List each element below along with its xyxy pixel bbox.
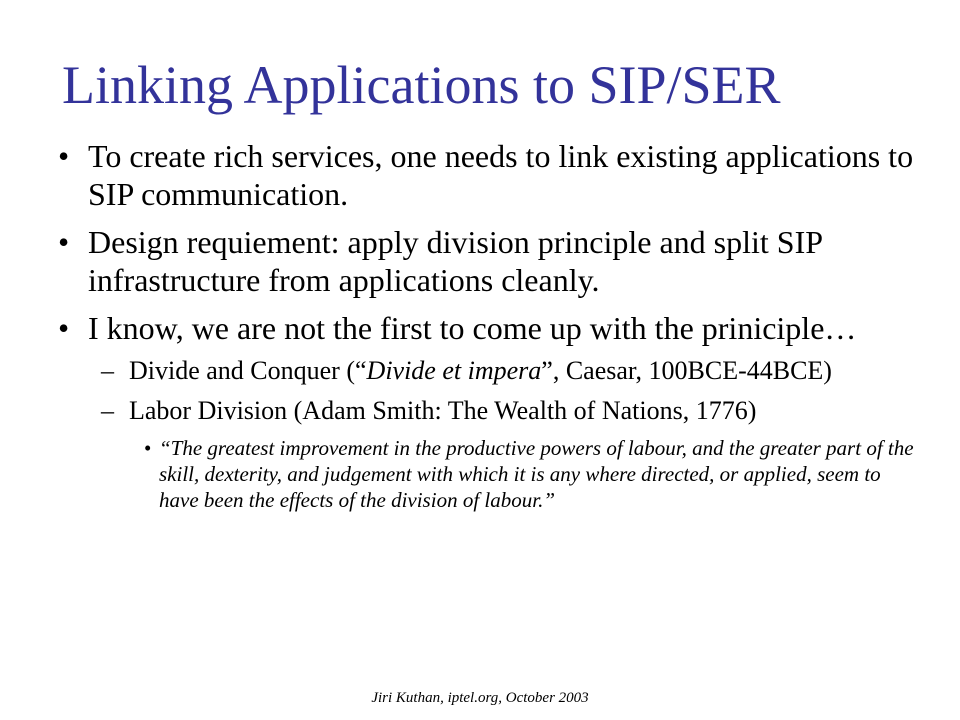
sub-bullet-marker: – xyxy=(101,356,114,385)
sub-bullet-text-before: Divide and Conquer (“ xyxy=(129,356,367,385)
slide-footer: Jiri Kuthan, iptel.org, October 2003 xyxy=(371,690,589,706)
quote-item xyxy=(58,435,918,513)
quote-marker: • xyxy=(144,436,152,460)
bullet-item xyxy=(58,137,918,213)
bullet-list xyxy=(58,137,918,513)
sub-bullet-text-after: ”, Caesar, 100BCE-44BCE) xyxy=(541,356,832,385)
bullet-item xyxy=(58,309,918,347)
slide-title: Linking Applications to SIP/SER xyxy=(62,55,781,115)
bullet-text: I know, we are not the first to come up with the priniciple… xyxy=(88,310,857,346)
bullet-marker: • xyxy=(58,138,70,174)
sub-bullet-text: Labor Division (Adam Smith: The Wealth of Nations, 1776) xyxy=(129,396,757,425)
sub-bullet-text-italic: Divide et impera xyxy=(366,356,542,385)
sub-bullet-item xyxy=(58,395,918,427)
bullet-marker: • xyxy=(58,310,70,346)
bullet-text: Design requiement: apply division principle and split SIP infrastructure from applications cleanly. xyxy=(88,224,822,298)
sub-bullet-marker: – xyxy=(101,396,114,425)
sub-bullet-item xyxy=(58,355,918,387)
bullet-text: To create rich services, one needs to link existing applications to SIP communication. xyxy=(88,138,914,212)
bullet-item xyxy=(58,223,918,299)
quote-text: “The greatest improvement in the productive powers of labour, and the greater part of the skill, dexterity, and judgement with which it is any where directed, or applied, seem to have been the effects of the division of labour.” xyxy=(159,436,914,512)
bullet-marker: • xyxy=(58,224,70,260)
